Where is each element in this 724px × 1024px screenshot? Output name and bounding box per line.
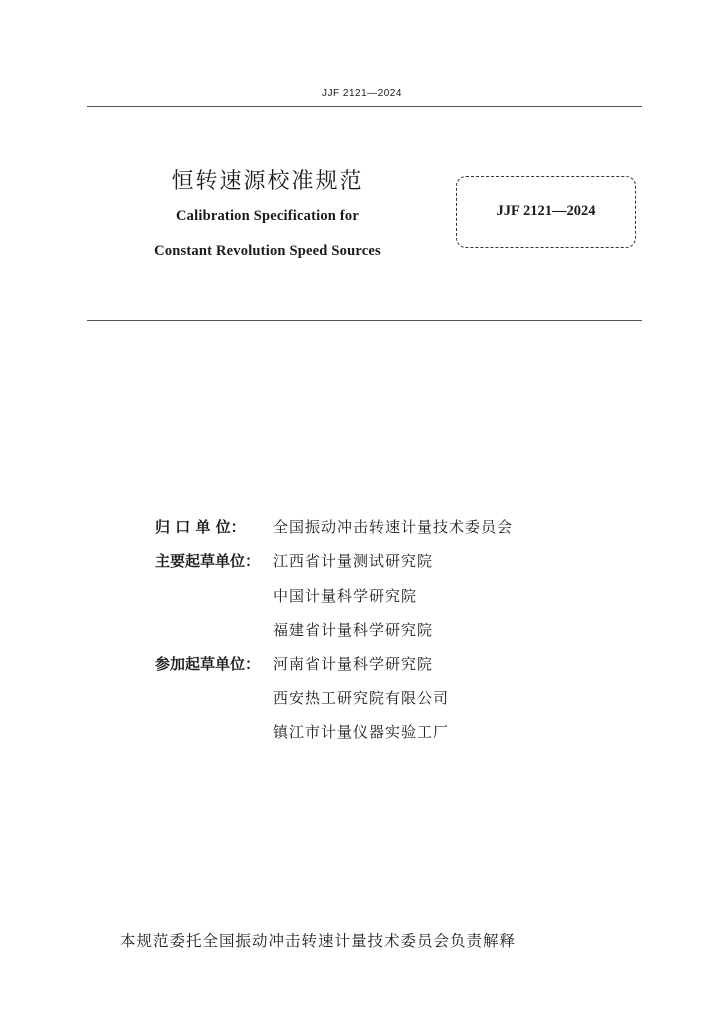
main-drafting-row: [155, 551, 433, 571]
document-title-english-line-1: Calibration Specification for: [175, 208, 359, 224]
main-drafting-unit: 江西省计量测试研究院: [273, 552, 434, 570]
participating-drafting-unit: 河南省计量科学研究院: [273, 655, 434, 673]
main-drafting-unit: 福建省计量科学研究院: [273, 621, 434, 639]
document-code-box-text: JJF 2121—2024: [496, 202, 596, 219]
participating-drafting-row: [155, 654, 433, 674]
main-drafting-label: 主要起草单位：: [155, 552, 261, 570]
header-rule: [87, 106, 642, 107]
document-title-chinese: 恒转速源校准规范: [171, 169, 364, 194]
participating-drafting-unit: 西安热工研究院有限公司: [273, 689, 450, 707]
document-title-english-line-2: Constant Revolution Speed Sources: [154, 243, 381, 259]
participating-drafting-label: 参加起草单位：: [155, 655, 261, 673]
responsible-unit-label: 归 口 单 位：: [155, 518, 246, 536]
responsible-unit-value: 全国振动冲击转速计量技术委员会: [273, 518, 514, 536]
participating-drafting-unit: 镇江市计量仪器实验工厂: [273, 723, 450, 741]
document-code-box: [456, 176, 636, 248]
responsible-unit-row: [155, 517, 513, 537]
interpretation-note: 本规范委托全国振动冲击转速计量技术委员会负责解释: [120, 932, 517, 950]
header-document-code: JJF 2121—2024: [322, 88, 402, 99]
title-section-rule: [87, 320, 642, 321]
main-drafting-unit: 中国计量科学研究院: [273, 587, 418, 605]
